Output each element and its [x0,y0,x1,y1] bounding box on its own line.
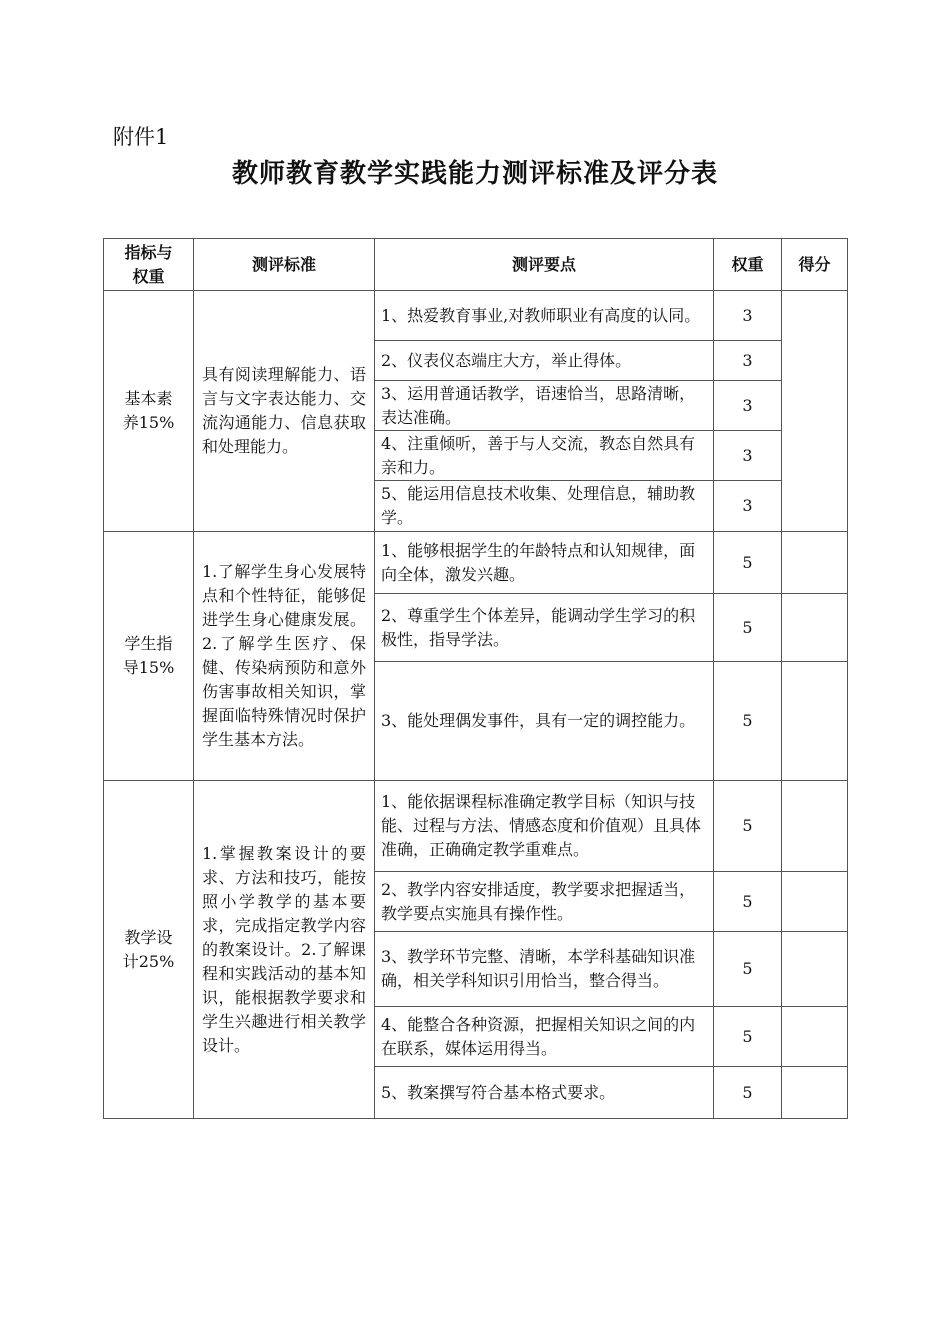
weight-cell: 5 [714,662,782,781]
score-cell[interactable] [782,1007,848,1067]
point-cell: 3、教学环节完整、清晰，本学科基础知识准确，相关学科知识引用恰当，整合得当。 [375,932,714,1007]
point-cell: 2、尊重学生个体差异，能调动学生学习的积极性，指导学法。 [375,594,714,662]
score-cell[interactable] [782,662,848,781]
point-cell: 1、能依据课程标准确定教学目标（知识与技能、过程与方法、情感态度和价值观）且具体准确，正确确定教学重难点。 [375,781,714,872]
attachment-label: 附件1 [113,125,169,149]
category-cell: 教学设计25% [104,781,194,1119]
header-weight: 权重 [714,239,782,291]
point-cell: 4、注重倾听，善于与人交流，教态自然具有亲和力。 [375,431,714,481]
weight-cell: 5 [714,532,782,594]
point-cell: 4、能整合各种资源，把握相关知识之间的内在联系，媒体运用得当。 [375,1007,714,1067]
page-title: 教师教育教学实践能力测评标准及评分表 [231,159,718,189]
weight-cell: 3 [714,341,782,381]
point-cell: 1、能够根据学生的年龄特点和认知规律，面向全体，激发兴趣。 [375,532,714,594]
point-cell: 5、能运用信息技术收集、处理信息，辅助教学。 [375,481,714,532]
header-standard: 测评标准 [194,239,375,291]
category-cell: 基本素养15% [104,291,194,532]
table-row [104,781,848,872]
table-header-row [104,239,848,291]
standard-cell: 具有阅读理解能力、语言与文字表达能力、交流沟通能力、信息获取和处理能力。 [194,291,375,532]
standard-cell: 1.了解学生身心发展特点和个性特征，能够促进学生身心健康发展。2.了解学生医疗、保健、传染病预防和意外伤害事故相关知识，掌握面临特殊情况时保护学生基本方法。 [194,532,375,781]
header-category: 指标与权重 [104,239,194,291]
weight-cell: 3 [714,431,782,481]
score-cell[interactable] [782,872,848,932]
point-cell: 3、能处理偶发事件，具有一定的调控能力。 [375,662,714,781]
point-cell: 3、运用普通话教学，语速恰当，思路清晰，表达准确。 [375,381,714,431]
category-cell: 学生指导15% [104,532,194,781]
point-cell: 2、仪表仪态端庄大方，举止得体。 [375,341,714,381]
scoring-table [103,238,848,1119]
score-cell[interactable] [782,291,848,532]
weight-cell: 5 [714,932,782,1007]
header-score: 得分 [782,239,848,291]
table-row [104,291,848,341]
score-cell[interactable] [782,532,848,594]
weight-cell: 5 [714,1067,782,1119]
point-cell: 5、教案撰写符合基本格式要求。 [375,1067,714,1119]
point-cell: 1、热爱教育事业,对教师职业有高度的认同。 [375,291,714,341]
weight-cell: 3 [714,481,782,532]
weight-cell: 3 [714,381,782,431]
weight-cell: 5 [714,781,782,872]
weight-cell: 5 [714,872,782,932]
score-cell[interactable] [782,594,848,662]
score-cell[interactable] [782,932,848,1007]
table-row [104,532,848,594]
weight-cell: 3 [714,291,782,341]
weight-cell: 5 [714,1007,782,1067]
header-points: 测评要点 [375,239,714,291]
score-cell[interactable] [782,781,848,872]
score-cell[interactable] [782,1067,848,1119]
standard-cell: 1.掌握教案设计的要求、方法和技巧，能按照小学教学的基本要求，完成指定教学内容的教案设计。2.了解课程和实践活动的基本知识，能根据教学要求和学生兴趣进行相关教学设计。 [194,781,375,1119]
point-cell: 2、教学内容安排适度，教学要求把握适当，教学要点实施具有操作性。 [375,872,714,932]
weight-cell: 5 [714,594,782,662]
